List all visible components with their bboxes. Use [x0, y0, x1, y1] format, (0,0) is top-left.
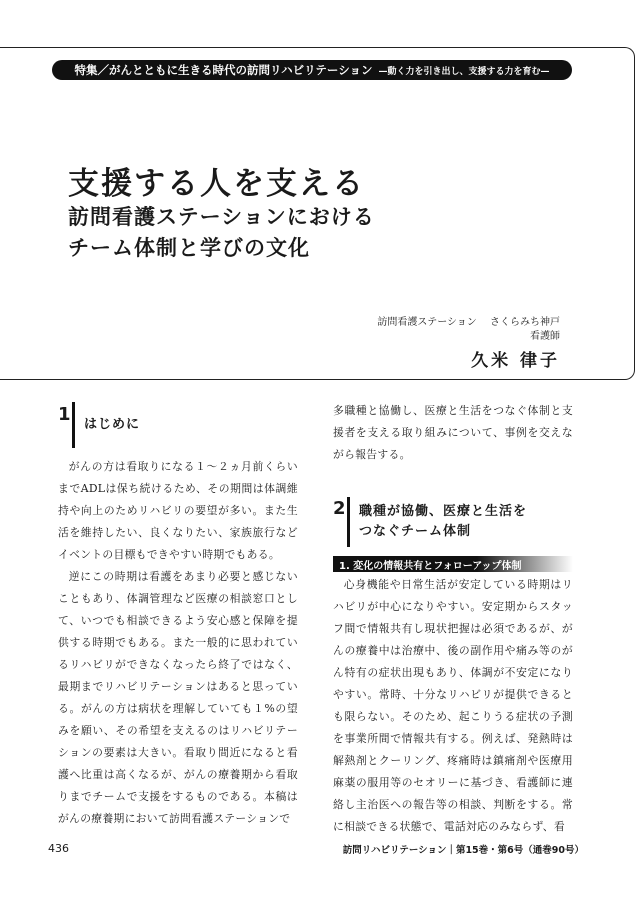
section-2-heading	[333, 494, 573, 550]
article-subtitle	[68, 202, 375, 264]
section-1-paragraph-1: がんの方は看取りになる１～２ヵ月前くらいまでADLは保ち続けるため、その期間は体調維持や向上のためリハビリの要望が多い。また生活を維持したい、良くなりたい、家族旅行などイベントの目標もできやすい時期でもある。	[58, 460, 298, 561]
section-2-number: 2	[333, 498, 346, 519]
section-2-bar	[347, 497, 350, 547]
section-1-number: 1	[58, 404, 71, 425]
section-1-bar	[72, 402, 75, 448]
section-2-title-line1: 職種が協働、医療と生活を	[359, 504, 528, 519]
feature-banner-sub: —動く力を引き出し、支援する力を育む—	[378, 66, 550, 77]
subsection-2-1-bar: 1. 変化の情報共有とフォローアップ体制	[333, 556, 573, 572]
left-column	[58, 400, 298, 830]
article-subtitle-line1: 訪問看護ステーションにおける	[68, 205, 375, 229]
feature-banner	[52, 60, 572, 80]
author-role: 看護師	[530, 331, 560, 342]
section-1-title: はじめに	[84, 417, 141, 432]
author-name: 久米 律子	[471, 351, 560, 371]
right-column	[333, 400, 573, 838]
author-affiliation	[377, 316, 560, 344]
section-1-continuation: 多職種と協働し、医療と生活をつなぐ体制と支援者を支える取り組みについて、事例を交えながら報告する。	[333, 404, 573, 461]
page-number: 436	[48, 842, 69, 855]
subsection-2-1-paragraph: 心身機能や日常生活が安定している時期はリハビリが中心になりやすい。安定期からスタッフ間で情報共有し現状把握は必須であるが、がんの療養中は治療中、後の副作用や痛み等のがん特有の症状出現もあり、体調が不安定になりやすい。常時、十分なリハビリが提供できるとも限らない。そのため、起こりうる症状の予測を事業所間で情報共有する。例えば、発熱時は解熱剤とクーリング、疼痛時は鎮痛剤や医療用麻薬の服用等のセオリーに基づき、看護師に連絡し主治医への報告等の相談、判断をする。常に相談できる状態で、電話対応のみならず、看	[333, 578, 573, 833]
section-2-title	[359, 502, 527, 542]
journal-footer: 訪問リハビリテーション｜第15巻・第6号（通巻90号）	[342, 845, 584, 856]
section-1-paragraph-2: 逆にこの時期は看護をあまり必要と感じないこともあり、体調管理など医療の相談窓口として、いつでも相談できるよう安心感と保障を提供する時期でもある。また一般的に思われているリハビリができなくなったら終了ではなく、最期までリハビリテーションはあると思っている。がんの方は病状を理解していても１%の望みを願い、その希望を支えるのはリハビリテーションの要素は大きい。看取り間近になると看護へ比重は高くなるが、がんの療養期から看取りまでチームで支援をするものである。本稿はがんの療養期において訪問看護ステーションで	[58, 570, 298, 825]
section-2-title-line2: つなぐチーム体制	[359, 524, 472, 539]
section-1-heading	[58, 400, 298, 450]
feature-banner-main: 特集／がんとともに生きる時代の訪問リハビリテーション	[74, 63, 373, 77]
author-branch: さくらみち神戸	[490, 317, 560, 328]
article-title: 支援する人を支える	[68, 166, 365, 202]
article-subtitle-line2: チーム体制と学びの文化	[68, 236, 310, 260]
author-organization: 訪問看護ステーション	[377, 317, 477, 328]
